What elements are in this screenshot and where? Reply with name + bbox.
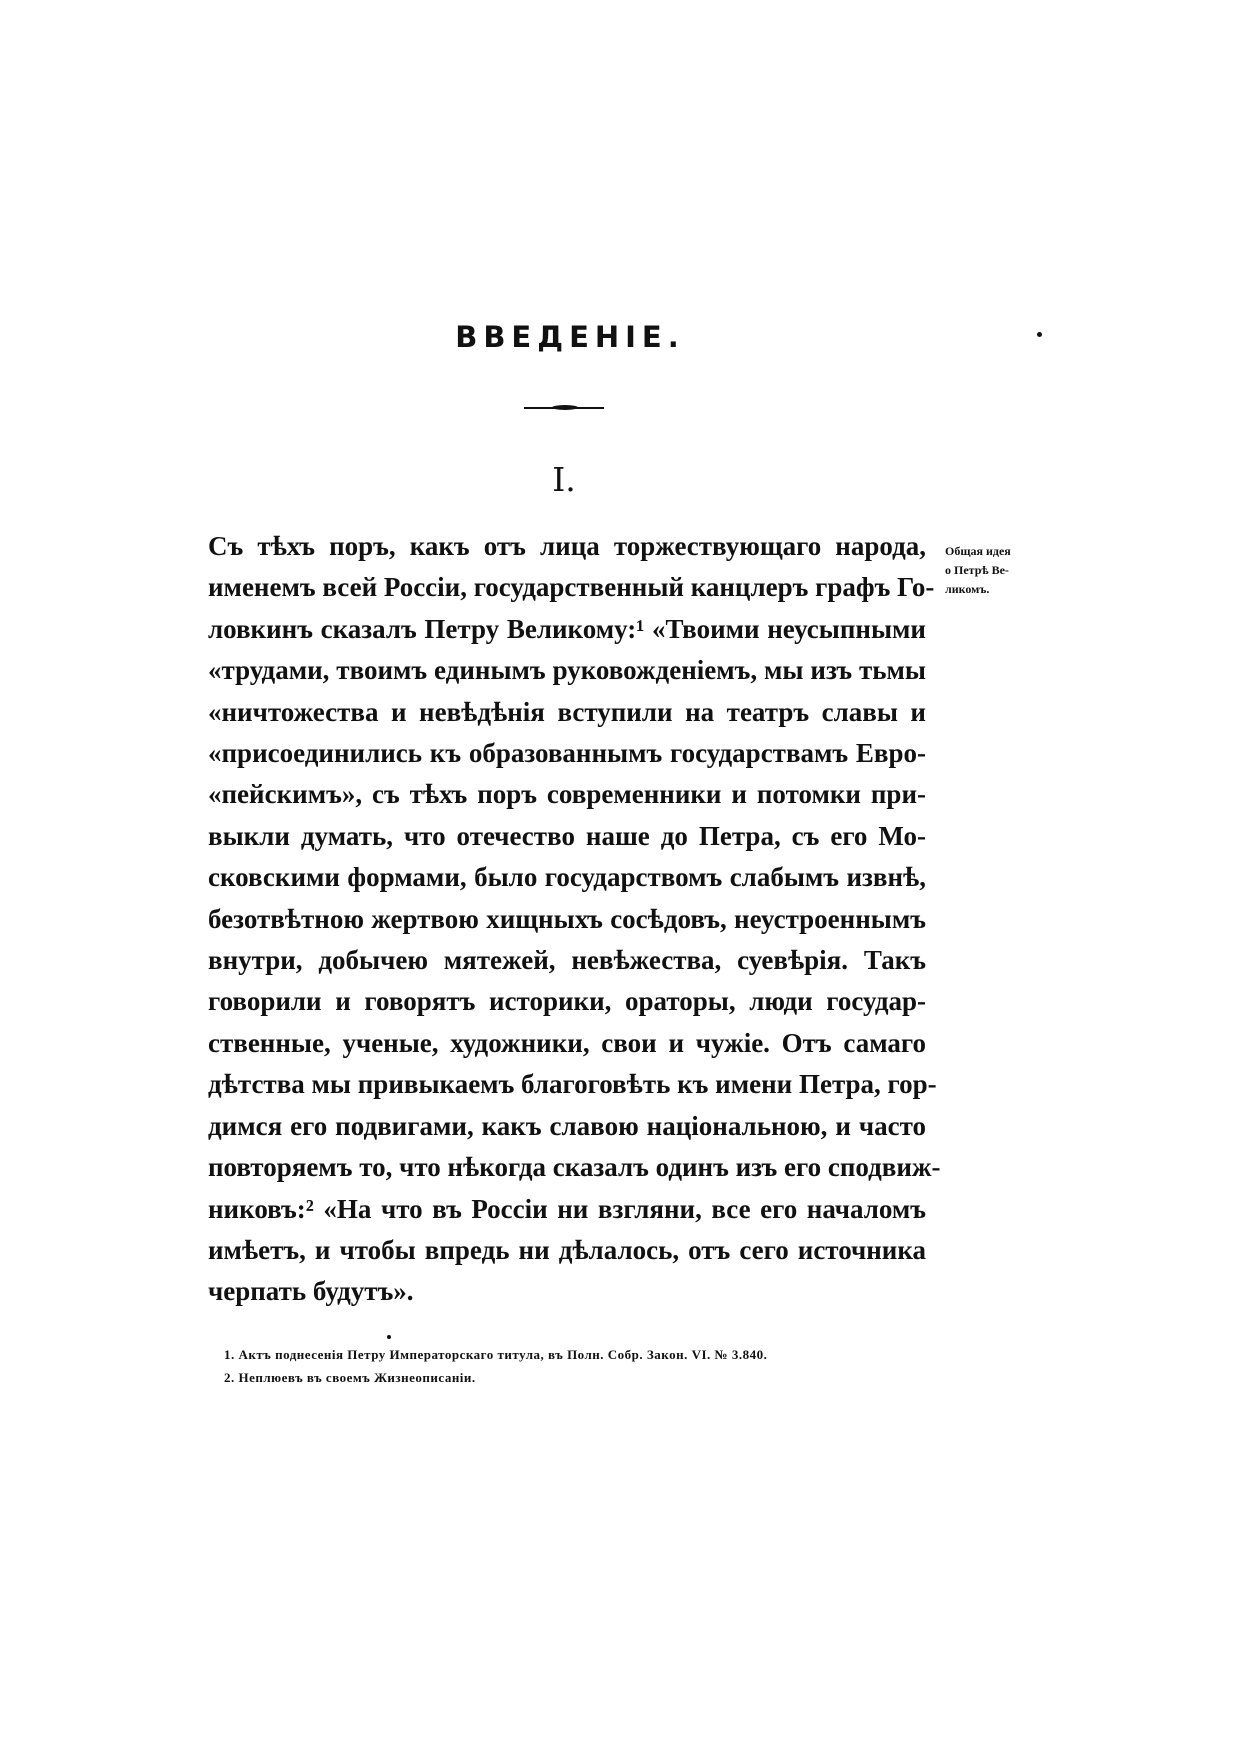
margin-note-line: ликомъ.: [945, 582, 990, 596]
body-line: именемъ всей Россіи, государственный канцлеръ графъ Го-: [208, 572, 935, 603]
margin-note: [945, 542, 1045, 599]
footnote: 2. Неплюевъ въ своемъ Жизнеописаніи.: [224, 1370, 476, 1385]
decorative-rule-ornament: [552, 405, 578, 410]
page-heading: ВВЕДЕНІЕ.: [455, 320, 685, 354]
body-line: «ничтожества и невѣдѣнія вступили на театръ славы и: [208, 696, 926, 727]
print-speck: [387, 1335, 391, 1339]
body-line: безотвѣтною жертвою хищныхъ сосѣдовъ, неустроеннымъ: [208, 903, 926, 934]
body-line: «пейскимъ», съ тѣхъ поръ современники и потомки при-: [208, 779, 926, 810]
print-speck: [1037, 332, 1042, 337]
footnotes: [224, 1343, 767, 1389]
body-line: выкли думать, что отечество наше до Петра, съ его Мо-: [208, 820, 926, 851]
body-text: [208, 526, 941, 1313]
body-line: внутри, добычею мятежей, невѣжества, суевѣрія. Такъ: [208, 945, 926, 976]
body-line: димся его подвигами, какъ славою національною, и часто: [208, 1110, 926, 1141]
body-line: повторяемъ то, что нѣкогда сказалъ одинъ изъ его сподвиж-: [208, 1152, 941, 1183]
footnote: 1. Актъ поднесенія Петру Императорскаго титула, въ Полн. Собр. Закон. VI. № 3.840.: [224, 1347, 768, 1362]
margin-note-line: о Петрѣ Ве-: [945, 563, 1009, 577]
body-line: сковскими формами, было государствомъ слабымъ извнѣ,: [208, 862, 926, 893]
body-line: «трудами, твоимъ единымъ руковожденіемъ, мы изъ тьмы: [208, 655, 926, 686]
body-line: Съ тѣхъ поръ, какъ отъ лица торжествующаго народа,: [208, 531, 926, 561]
body-line: ственные, ученые, художники, свои и чужіе. Отъ самаго: [208, 1027, 926, 1058]
body-line: «присоединились къ образованнымъ государствамъ Евро-: [208, 738, 926, 769]
body-line: говорили и говорятъ историки, ораторы, люди государ-: [208, 986, 926, 1017]
section-number: I.: [552, 460, 576, 499]
body-line: ловкинъ сказалъ Петру Великому:¹ «Твоими неусыпными: [208, 613, 926, 644]
margin-note-line: Общая идея: [945, 544, 1011, 558]
body-line: дѣтства мы привыкаемъ благоговѣть къ имени Петра, гор-: [208, 1069, 937, 1100]
body-line: имѣетъ, и чтобы впредь ни дѣлалось, отъ сего источника: [208, 1234, 926, 1265]
body-line: черпать будутъ».: [208, 1276, 414, 1307]
body-line: никовъ:² «На что въ Россіи ни взгляни, все его началомъ: [208, 1193, 926, 1224]
